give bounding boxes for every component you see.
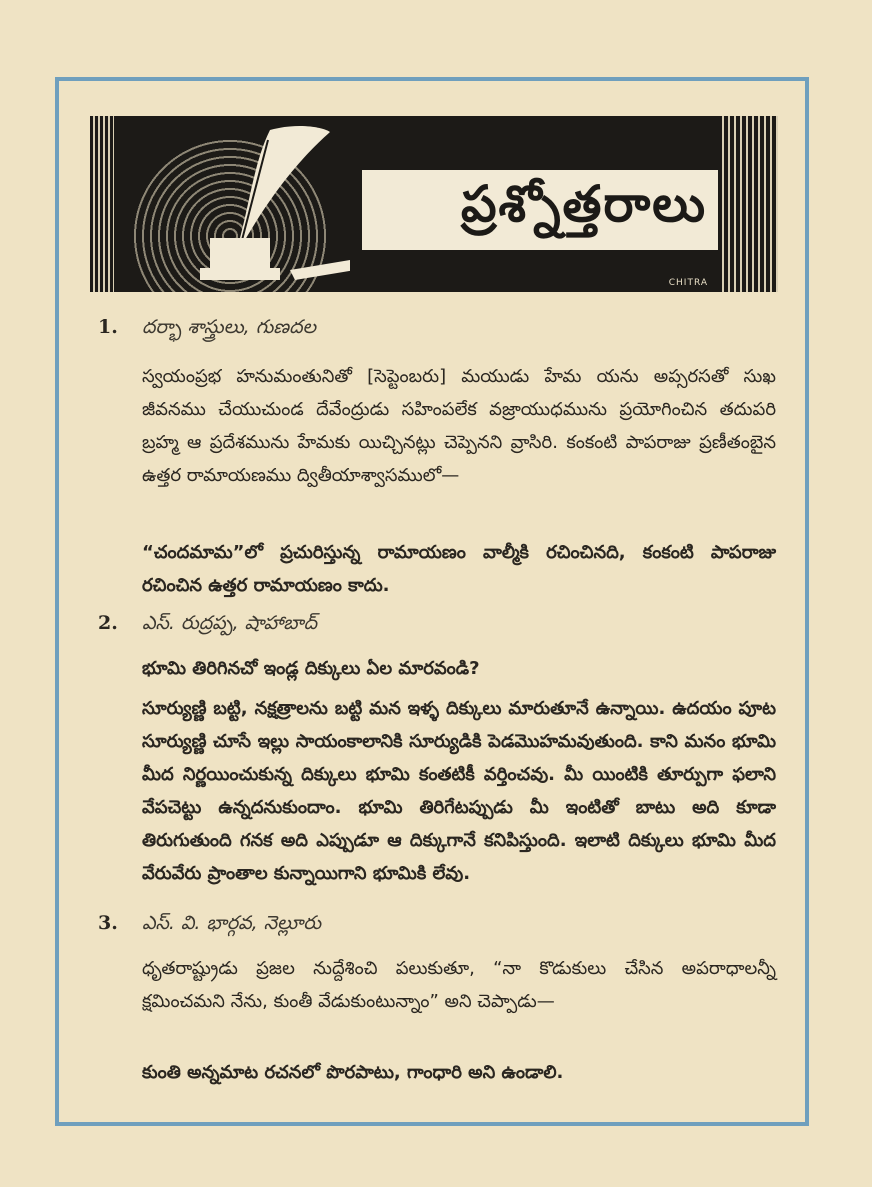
artist-credit: CHITRA: [668, 278, 708, 288]
question-text: ధృతరాష్ట్రుడు ప్రజల నుద్దేశించి పలుకుతూ, “నా కొడుకులు చేసిన అపరాధాలన్నీ క్షమించమని నేను, కుంతీ వేడుకుంటున్నాం” అని చెప్పాడు—: [142, 958, 776, 1012]
question-number: 1.: [98, 316, 118, 338]
question-number: 3.: [98, 912, 118, 934]
banner-right-stripes: [718, 116, 778, 292]
answer-text: కుంతి అన్నమాట రచనలో పొరపాటు, గాంధారి అని ఉండాలి.: [142, 1062, 564, 1083]
header-banner: [90, 116, 778, 292]
asker-name: ఎస్. వి. భార్గవ, నెల్లూరు: [142, 912, 322, 934]
question-text: స్వయంప్రభ హనుమంతునితో [సెప్టెంబరు] మయుడు హేమ యను అప్సరసతో సుఖ జీవనము చేయుచుండ దేవేంద్రుడు సహింపలేక వజ్రాయుధమును ప్రయోగించిన తదుపరి బ్రహ్మ ఆ ప్రదేశమును హేమకు యిచ్చినట్లు చెప్పెనని వ్రాసిరి. కంకంటి పాపరాజు ప్రణీతంబైన ఉత్తర రామాయణము ద్వితీయాశ్వాసములో—: [142, 366, 776, 486]
asker-name: దర్భా శాస్త్రులు, గుణదల: [142, 316, 316, 338]
question-number: 2.: [98, 612, 118, 634]
banner-left-stripes: [90, 116, 114, 292]
question-text: భూమి తిరిగినచో ఇండ్ల దిక్కులు ఏల మారవండి?: [142, 658, 480, 679]
quill-inkwell-icon: [150, 120, 350, 290]
page-title: ప్రశ్నోత్తరాలు: [460, 174, 708, 233]
answer-text: “చందమామ”లో ప్రచురిస్తున్న రామాయణం వాల్మీకి రచించినది, కంకంటి పాపరాజు రచించిన ఉత్తర రామాయణం కాదు.: [142, 542, 776, 596]
answer-text: సూర్యుణ్ణి బట్టి, నక్షత్రాలను బట్టి మన ఇళ్ళ దిక్కులు మారుతూనే ఉన్నాయి. ఉదయం పూట సూర్యుణ్ణి చూసే ఇల్లు సాయంకాలానికి సూర్యుడికి పెడమొహమవుతుంది. కాని మనం భూమి మీద నిర్ణయించుకున్న దిక్కులు భూమి కంతటికీ వర్తించవు. మీ యింటికి తూర్పుగా ఫలాని వేపచెట్టు ఉన్నదనుకుందాం. భూమి తిరిగేటప్పుడు మీ ఇంటితో బాటు అది కూడా తిరుగుతుంది గనక అది ఎప్పుడూ ఆ దిక్కుగానే కనిపిస్తుంది. ఇలాటి దిక్కులు భూమి మీద వేరువేరు ప్రాంతాల కున్నాయిగాని భూమికి లేవు.: [142, 698, 776, 884]
title-box: [362, 170, 778, 250]
asker-name: ఎస్. రుద్రప్ప, షాహాబాద్: [142, 612, 318, 634]
